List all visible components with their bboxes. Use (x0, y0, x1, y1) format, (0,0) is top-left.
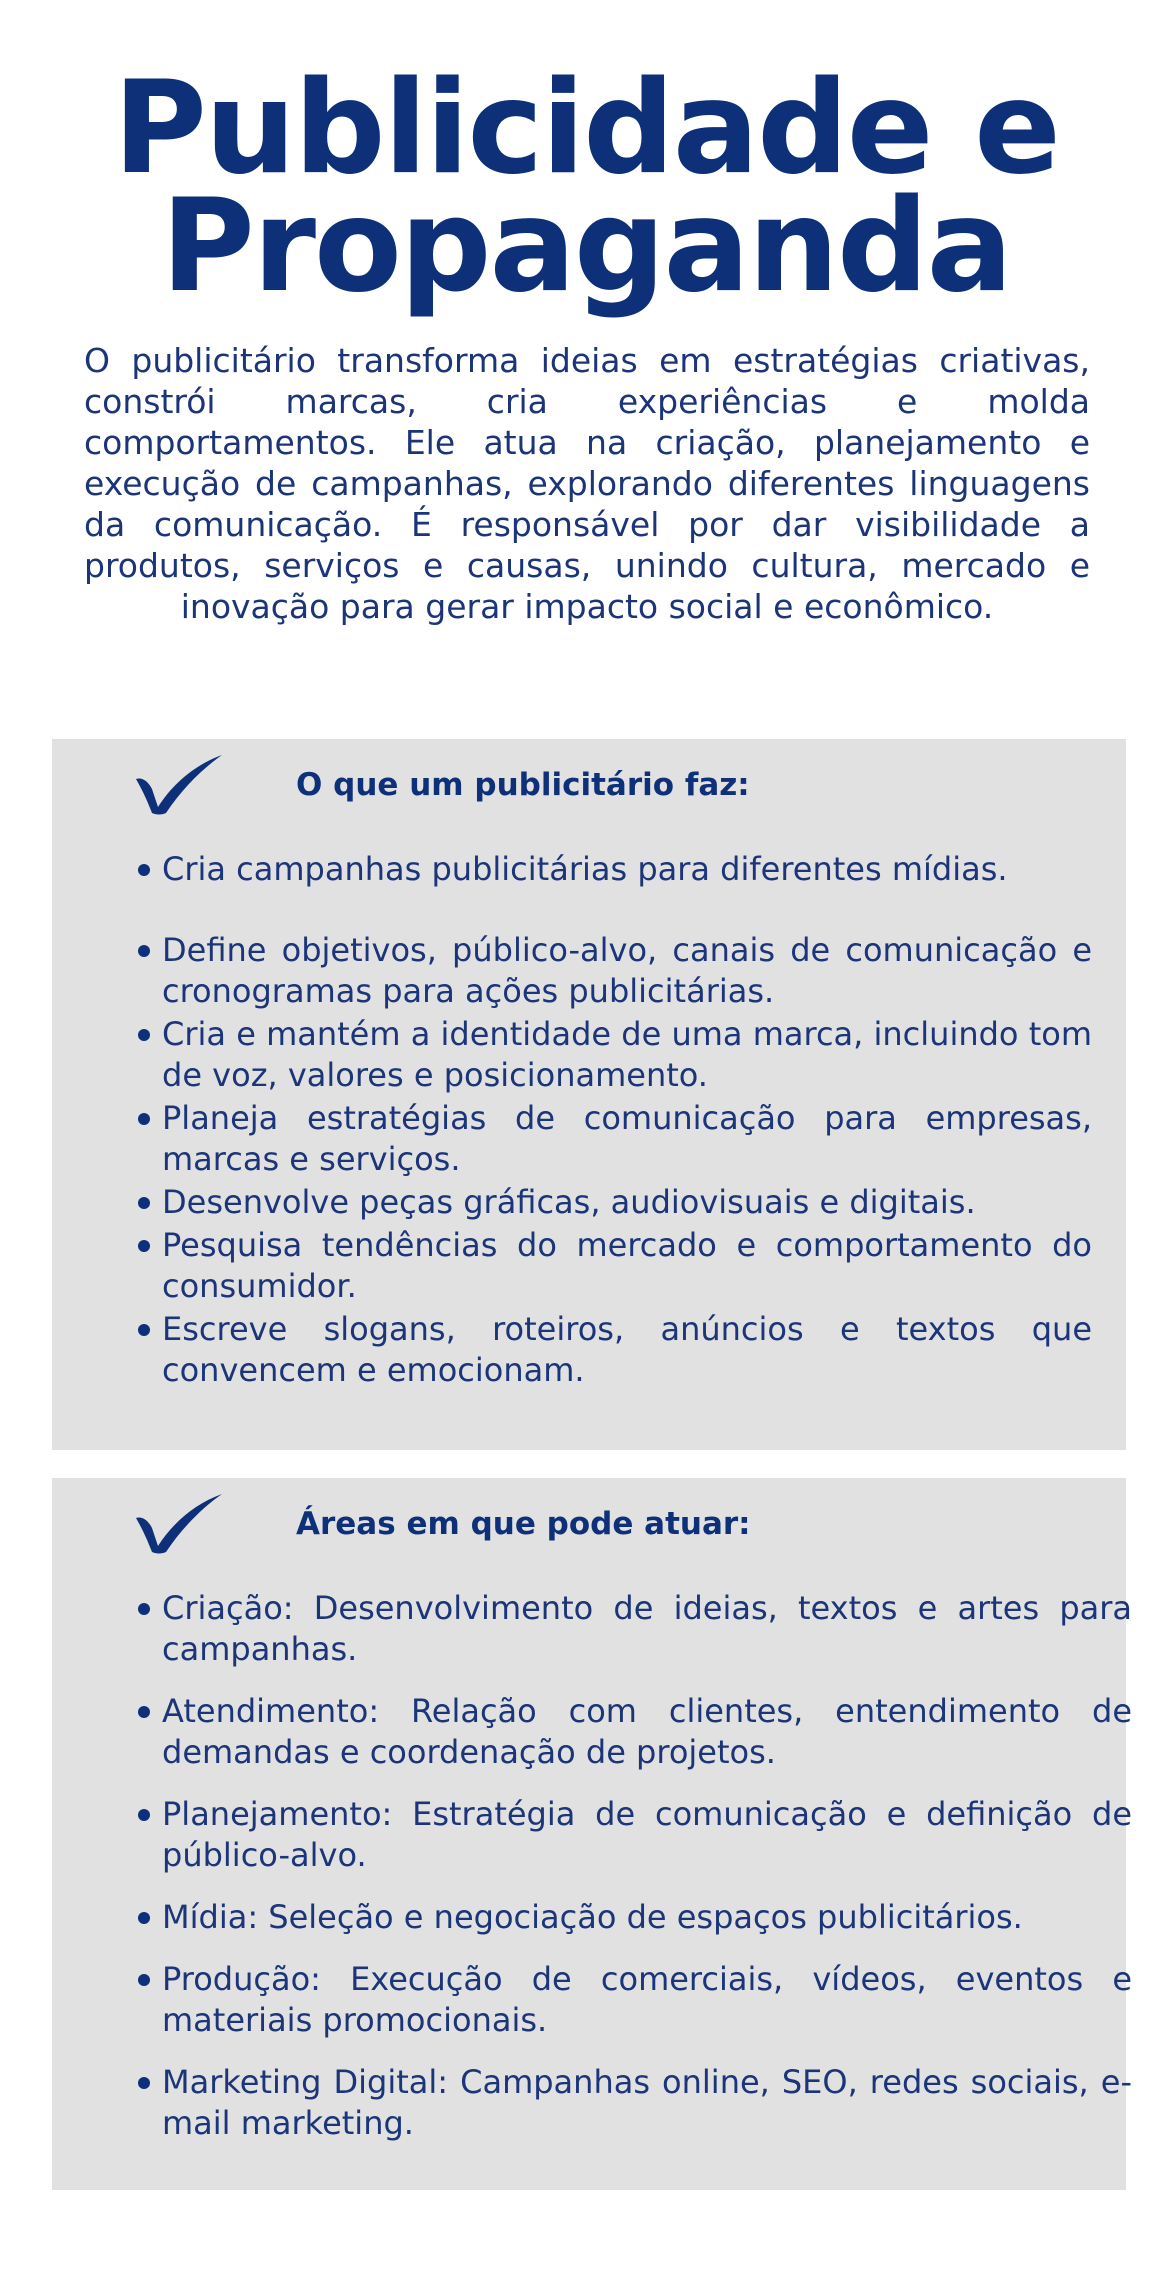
list-item (132, 1098, 1092, 1180)
bullet-icon (138, 1974, 150, 1986)
list-item (132, 930, 1092, 1012)
check-icon (132, 749, 224, 815)
list-item-text: Define objetivos, público-alvo, canais de comunicação e cronogramas para ações publicitárias. (162, 931, 1092, 1010)
bullet-icon (138, 1809, 150, 1821)
list-item-text: Escreve slogans, roteiros, anúncios e textos que convencem e emocionam. (162, 1310, 1092, 1389)
panel-heading: O que um publicitário faz: (296, 767, 750, 803)
page-title (0, 54, 1172, 321)
bullet-icon (138, 1912, 150, 1924)
list-item-text: Cria campanhas publicitárias para diferentes mídias. (162, 850, 1008, 888)
list-item (132, 1691, 1132, 1773)
bullet-icon (138, 1240, 150, 1252)
bullet-icon (138, 2077, 150, 2089)
list-item-text: Mídia: Seleção e negociação de espaços publicitários. (162, 1898, 1023, 1936)
list-item-text: Desenvolve peças gráficas, audiovisuais e digitais. (162, 1183, 976, 1221)
list-item-text: Cria e mantém a identidade de uma marca, incluindo tom de voz, valores e posicionamento. (162, 1015, 1092, 1094)
list-item-text: Planeja estratégias de comunicação para empresas, marcas e serviços. (162, 1099, 1092, 1178)
bullet-icon (138, 1197, 150, 1209)
list-item (132, 1959, 1132, 2041)
list-item-text: Produção: Execução de comerciais, vídeos, eventos e materiais promocionais. (162, 1960, 1132, 2039)
panel-work-areas (52, 1478, 1132, 2190)
list-item-text: Pesquisa tendências do mercado e comportamento do consumidor. (162, 1226, 1092, 1305)
list-item (132, 2062, 1132, 2144)
bullet-icon (138, 1113, 150, 1125)
check-icon (132, 1488, 224, 1554)
bullet-icon (138, 1324, 150, 1336)
list-item (132, 1588, 1132, 1670)
intro-paragraph: O publicitário transforma ideias em estratégias criativas, constrói marcas, cria experiências e molda comportamentos. Ele atua na criação, planejamento e execução de campanhas, explorando diferentes linguagens da comunicação. É responsável por dar visibilidade a produtos, serviços e causas, unindo cultura, mercado e inovação para gerar impacto social e econômico. (84, 341, 1090, 626)
list-item (132, 849, 1092, 890)
list-item (132, 1014, 1092, 1096)
list-item (132, 1897, 1132, 1938)
panel-heading: Áreas em que pode atuar: (296, 1506, 751, 1542)
bullet-icon (138, 1706, 150, 1718)
list-item (132, 1309, 1092, 1391)
list-item (132, 1225, 1092, 1307)
bullet-icon (138, 864, 150, 876)
list-item (132, 1794, 1132, 1876)
areas-list (132, 1588, 1132, 2165)
list-item-text: Atendimento: Relação com clientes, entendimento de demandas e coordenação de projetos. (162, 1692, 1132, 1771)
page-title-line-1: Publicidade e (113, 54, 1059, 203)
list-item-text: Planejamento: Estratégia de comunicação e definição de público-alvo. (162, 1795, 1132, 1874)
bullet-icon (138, 945, 150, 957)
panel-what-they-do (52, 739, 1126, 1450)
bullet-icon (138, 1029, 150, 1041)
list-item-text: Criação: Desenvolvimento de ideias, textos e artes para campanhas. (162, 1589, 1132, 1668)
list-item-text: Marketing Digital: Campanhas online, SEO, redes sociais, e-mail marketing. (162, 2063, 1132, 2142)
list-item (132, 1182, 1092, 1223)
page-title-line-2: Propaganda (161, 172, 1011, 321)
bullet-icon (138, 1603, 150, 1615)
activities-list (132, 849, 1092, 1393)
